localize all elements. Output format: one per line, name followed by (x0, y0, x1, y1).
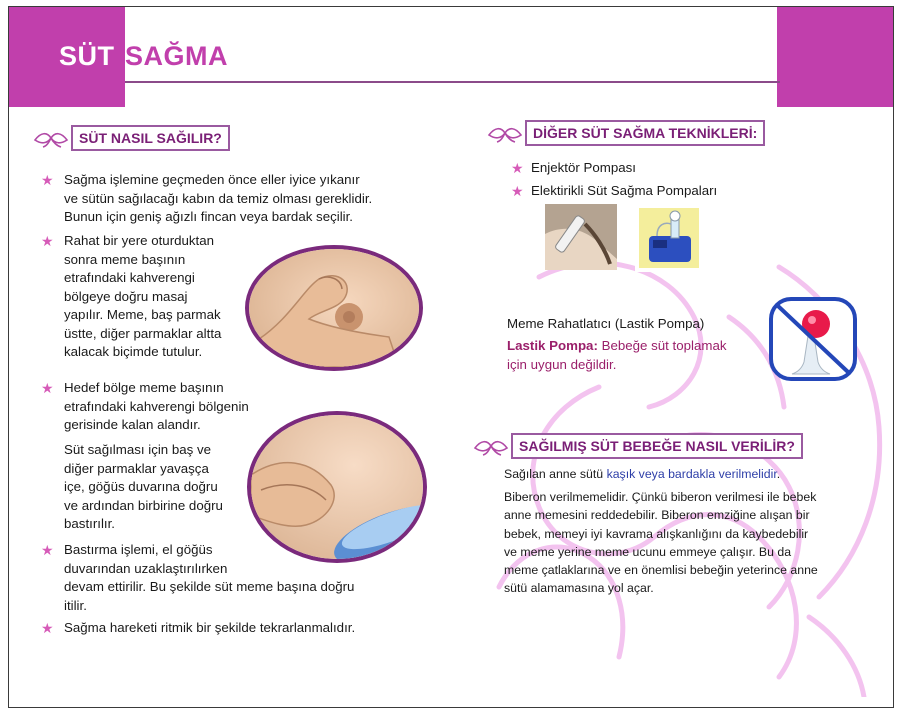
bottle-warning-paragraph: Biberon verilmemelidir. Çünkü biberon verilmesi ile bebek anne memesini reddedebilir. Biberon emziğine alışan bir bebek, memeyi iyi kavrama alışkanlığını da kaybedebilir ve meme yerine meme ucunu emmeye çalışır. Bu da meme çatlaklarına ve en önemlisi bebeğin yeterince anne sütü alamamasına yol açar. (504, 490, 818, 596)
star-icon: ★ (41, 542, 54, 558)
star-icon: ★ (41, 172, 54, 188)
paragraph-press: Süt sağılması için baş ve diğer parmaklar yavaşça içe, göğüs duvarına doğru ve ardından birbirine doğru bastırılır. (64, 442, 223, 531)
item-syringe-pump: Enjektör Pompası (531, 160, 636, 175)
breast-hold-photo (245, 245, 423, 371)
bullet-rhythm: Sağma hareketi ritmik bir şekilde tekrarlanmalıdır. (64, 620, 356, 635)
bullet-release: Bastırma işlemi, el göğüs duvarından uzaklaştırılırken devam ettirilir. Bu şekilde süt meme başına doğru itilir. (64, 542, 355, 613)
ribbon-bow-icon (33, 128, 71, 148)
section-heading-text: SÜT NASIL SAĞILIR? (71, 125, 230, 151)
star-icon: ★ (511, 160, 524, 176)
section-heading-other-techniques (487, 120, 765, 146)
prohibition-icon (768, 296, 858, 382)
star-icon: ★ (41, 620, 54, 636)
electric-pump-photo (635, 204, 703, 272)
header-rule (125, 81, 780, 83)
syringe-pump-photo (545, 204, 617, 270)
item-electric-pump: Elektirikli Süt Sağma Pompaları (531, 183, 718, 198)
rubber-pump-warning: Lastik Pompa: Bebeğe süt toplamak için uygun değildir. (507, 338, 727, 372)
star-icon: ★ (41, 233, 54, 249)
section-heading-text: SAĞILMIŞ SÜT BEBEĞE NASIL VERİLİR? (511, 433, 803, 459)
bullet-target-area: Hedef bölge meme başının etrafındaki kahverengi bölgenin gerisinde kalan alandır. (64, 380, 249, 432)
bullet-massage: Rahat bir yere oturduktan sonra meme başının etrafındaki kahverengi bölgeye doğru masaj yapılır. Meme, baş parmak üstte, diğer parmaklar altta kalacak biçimde tutulur. (64, 233, 222, 359)
section-heading-feeding (473, 433, 803, 459)
page-frame (8, 6, 894, 708)
section-heading-how-to-express (33, 125, 230, 151)
bullet-hand-washing: Sağma işlemine geçmeden önce eller iyice yıkanır ve sütün sağılacağı kabın da temiz olması gereklidir. Bunun için geniş ağızlı fincan veya bardak seçilir. (64, 172, 373, 224)
star-icon: ★ (511, 183, 524, 199)
ribbon-bow-icon (473, 436, 511, 456)
feeding-instruction: Sağılan anne sütü kaşık veya bardakla verilmelidir. (504, 467, 781, 481)
ribbon-bow-icon (487, 123, 525, 143)
nipple-reliever-label: Meme Rahatlatıcı (Lastik Pompa) (507, 316, 705, 331)
page-title-part1: SÜT (59, 41, 115, 71)
header-color-block-right (777, 7, 893, 107)
section-heading-text: DİĞER SÜT SAĞMA TEKNİKLERİ: (525, 120, 765, 146)
page-title-part2: SAĞMA (125, 41, 228, 71)
star-icon: ★ (41, 380, 54, 396)
